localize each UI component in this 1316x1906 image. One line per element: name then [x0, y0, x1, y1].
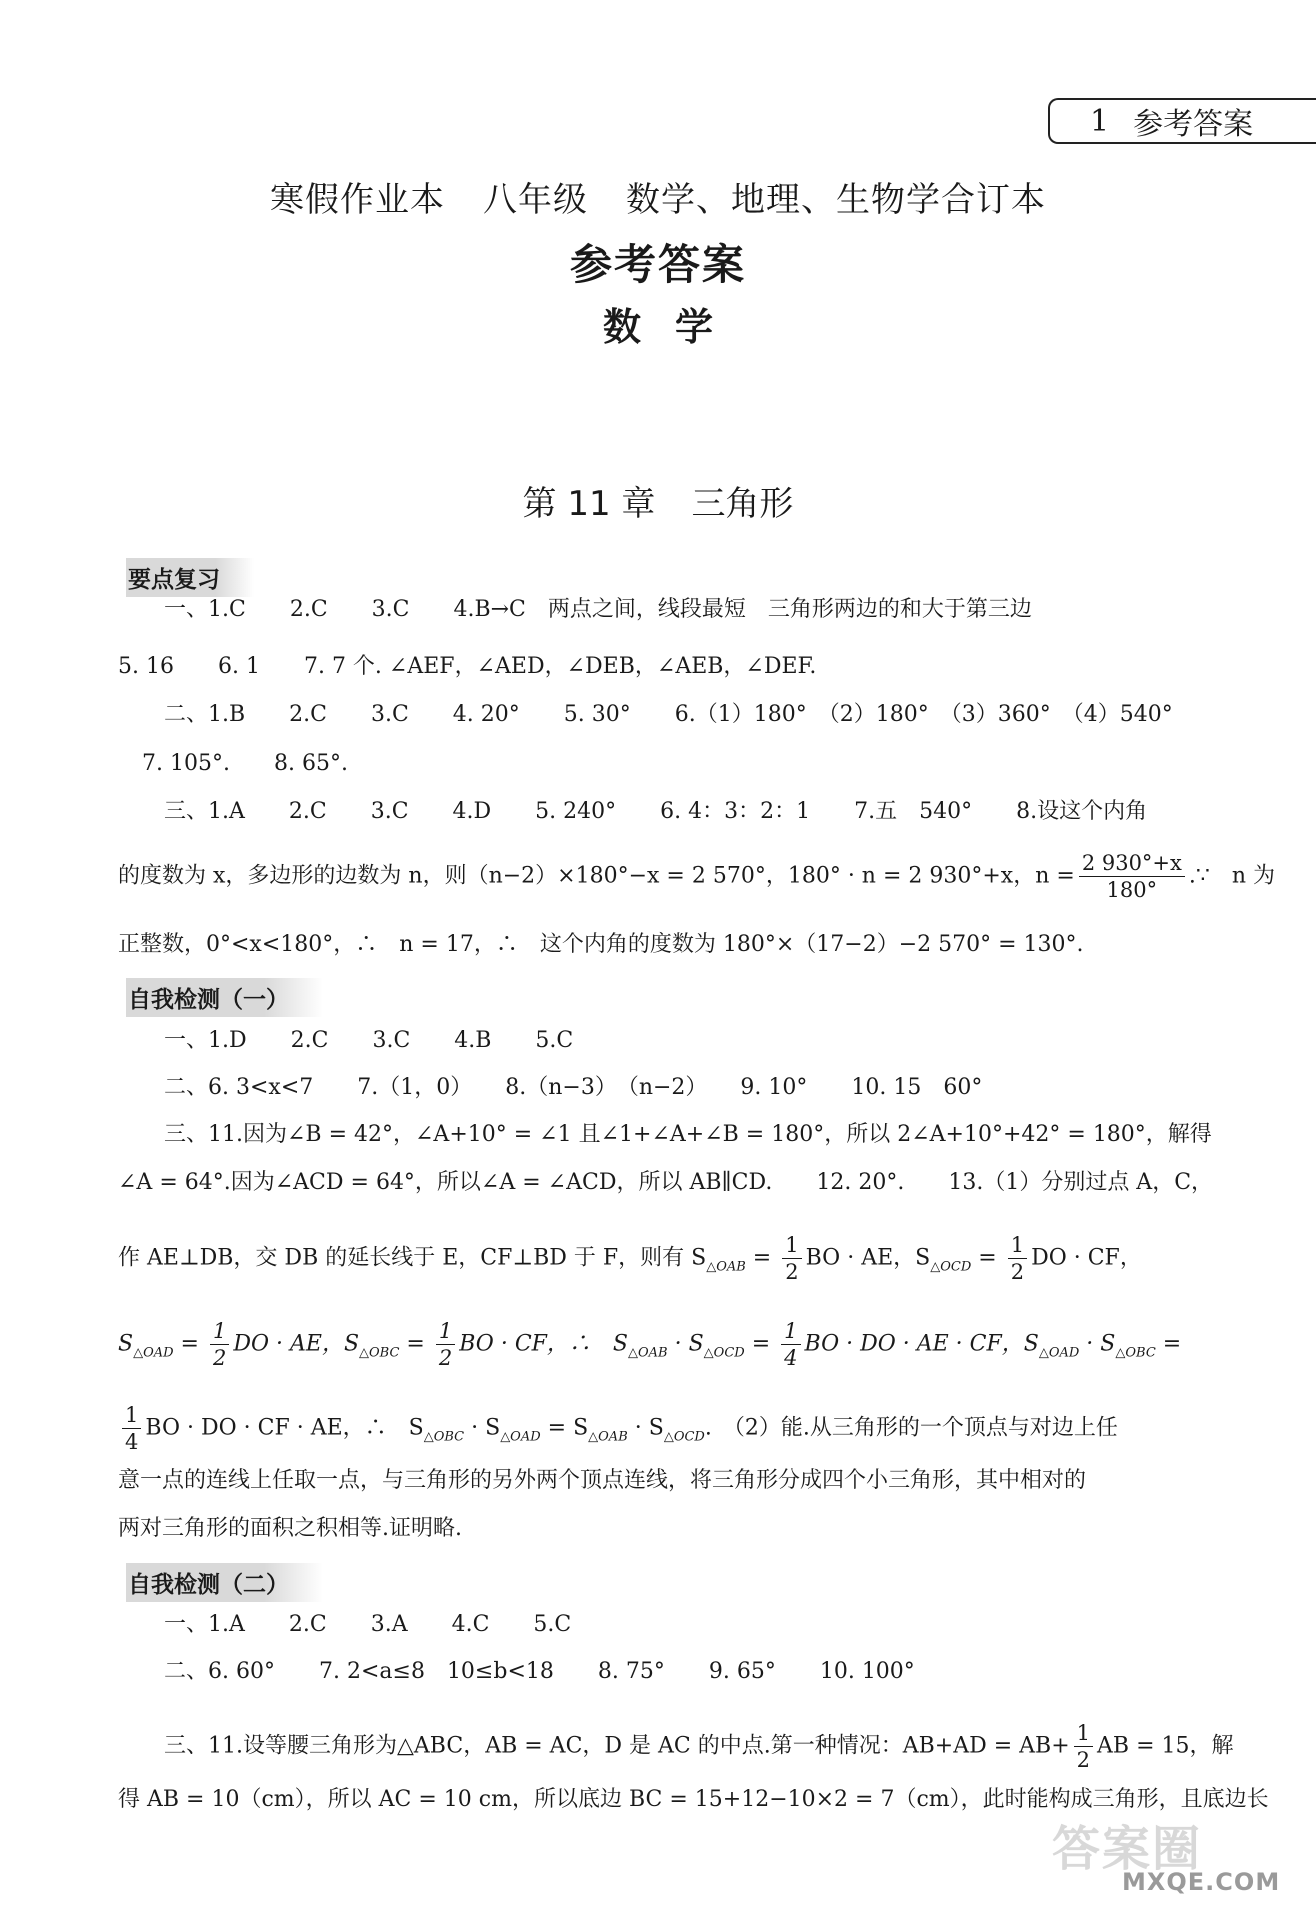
section-heading-check-1: 自我检测（一）	[126, 978, 323, 1017]
section-heading-check-2: 自我检测（二）	[126, 1563, 323, 1602]
chapter-heading: 第 11 章 三角形	[522, 484, 794, 524]
answer-line: 三、1.A 2.C 3.C 4.D 5. 240° 6. 4：3：2：1 7.五 540° 8.设这个内角	[164, 799, 1148, 824]
answer-line: 一、1.A 2.C 3.A 4.C 5.C	[164, 1612, 572, 1637]
answer-line: 一、1.D 2.C 3.C 4.B 5.C	[164, 1028, 574, 1053]
answer-line: 意一点的连线上任取一点，与三角形的另外两个顶点连线，将三角形分成四个小三角形，其中相对的	[118, 1468, 1087, 1493]
fraction: $\frac{1}{2}$	[1008, 1232, 1027, 1285]
answer-line: 二、6. 60° 7. 2<a≤8 10≤b<18 8. 75° 9. 65° 10. 100°	[164, 1659, 915, 1684]
page-header-badge	[1048, 98, 1316, 144]
section-heading-review: 要点复习	[126, 558, 254, 597]
answer-line: 三、11.因为∠B = 42°，∠A+10° = ∠1 且∠1+∠A+∠B = 180°，所以 2∠A+10°+42° = 180°，解得	[164, 1122, 1212, 1147]
fraction: $\frac{1}{2}$	[436, 1318, 455, 1371]
answer-line: 二、6. 3<x<7 7.（1，0） 8.（n−3） （n−2） 9. 10° 10. 15 60°	[164, 1075, 983, 1100]
document-title: 参考答案	[569, 240, 746, 289]
fraction: $\frac{1}{2}$	[210, 1318, 229, 1371]
fraction: $\frac{1}{2}$	[1074, 1720, 1093, 1773]
answer-line: 7. 105°. 8. 65°.	[142, 751, 348, 776]
answer-line: 一、1.C 2.C 3.C 4.B→C 两点之间，线段最短 三角形两边的和大于第三边	[164, 597, 1032, 622]
page-header-label: 参考答案	[1133, 107, 1254, 142]
answer-line-with-fraction: $\frac{1}{4}$ BO · DO · CF · AE，∴ $S_{\triangle OBC} \cdot S_{\triangle OAD} = S_{\triangle OAB} \cdot S_{\triangle OCD}$. （2）能.从三角形的一个顶点与对边上任	[118, 1402, 1196, 1455]
page-number: 1	[1090, 103, 1110, 139]
answer-line: ∠A = 64°.因为∠ACD = 64°，所以∠A = ∠ACD，所以 AB∥CD. 12. 20°. 13.（1）分别过点 A，C，	[118, 1170, 1214, 1195]
fraction: $\frac{1}{2}$	[782, 1232, 801, 1285]
answer-line: 5. 16 6. 1 7. 7 个. ∠AEF，∠AED，∠DEB，∠AEB，∠DEF.	[118, 654, 817, 679]
answer-line: 两对三角形的面积之积相等.证明略.	[118, 1516, 462, 1541]
fraction: $\frac{1}{4}$	[122, 1402, 141, 1455]
watermark-logo: 答案圈 MXQE.COM	[1052, 1821, 1281, 1896]
fraction: $\frac{1}{4}$	[781, 1318, 800, 1371]
answer-line: 得 AB = 10（cm），所以 AC = 10 cm，所以底边 BC = 15+12−10×2 = 7（cm），此时能构成三角形，且底边长	[118, 1787, 1269, 1812]
subject-title: 数学	[602, 305, 747, 349]
answer-line-with-fraction: $S_{\triangle OAD}$ = $\frac{1}{2}$ DO · AE，$S_{\triangle OBC}$ = $\frac{1}{2}$ BO · CF，∴ $S_{\triangle OAB} \cdot S_{\triangle OCD}$ = $\frac{1}{4}$ BO · DO · AE · CF，$S_{\triangle OAD} \cdot S_{\triangle OBC}$ =	[118, 1319, 1182, 1370]
fraction: $\frac{2 930^\circ+x}{180^\circ}$	[1079, 850, 1185, 903]
answer-line-with-fraction: 的度数为 x，多边形的边数为 n，则（n−2）×180°−x = 2 570°，180° · n = 2 930°+x，n = $\frac{2 930^\circ+x}{180^\circ}$ .∵ n 为	[118, 851, 1276, 902]
book-title: 寒假作业本 八年级 数学、地理、生物学合订本	[270, 180, 1046, 220]
answer-line-with-fraction: 三、11.设等腰三角形为△ABC，AB = AC，D 是 AC 的中点.第一种情况：AB+AD = AB+ $\frac{1}{2}$ AB = 15，解	[164, 1721, 1234, 1772]
answer-line: 二、1.B 2.C 3.C 4. 20° 5. 30° 6.（1）180° （2）180° （3）360° （4）540°	[164, 702, 1173, 727]
answer-line: 正整数，0°<x<180°，∴ n = 17，∴ 这个内角的度数为 180°×（17−2）−2 570° = 130°.	[118, 932, 1084, 957]
answer-line-with-fraction: 作 AE⊥DB，交 DB 的延长线于 E，CF⊥BD 于 F，则有 $S_{\triangle OAB}$ = $\frac{1}{2}$ BO · AE，$S_{\triangle OCD}$ = $\frac{1}{2}$ DO · CF，	[118, 1233, 1142, 1284]
